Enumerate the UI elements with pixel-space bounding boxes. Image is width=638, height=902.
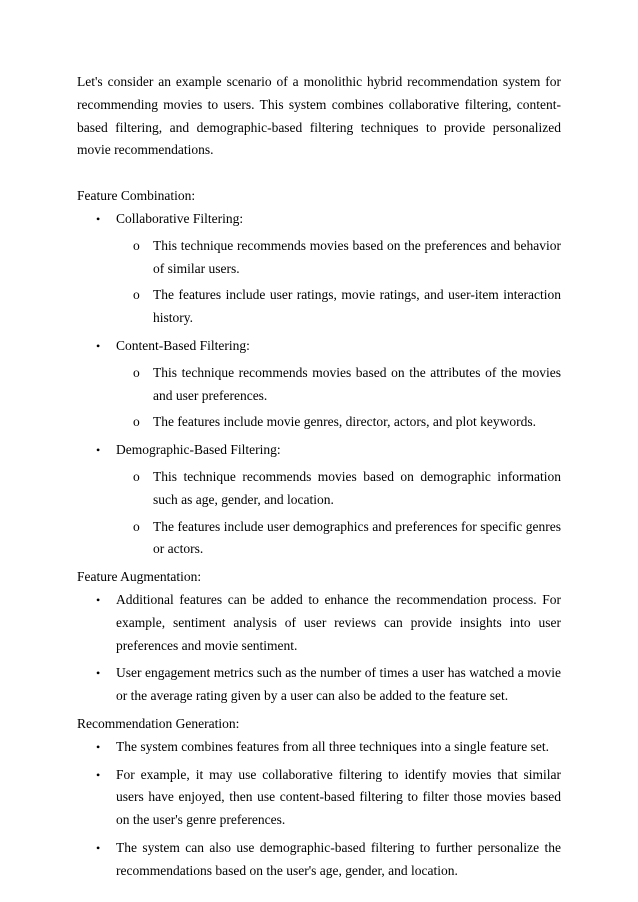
bullet-icon: • — [96, 840, 101, 855]
bullet-icon: • — [96, 592, 101, 607]
list-item — [77, 837, 561, 883]
bullet-icon: • — [96, 211, 101, 226]
bullet-icon: • — [96, 739, 101, 754]
list-item — [77, 589, 561, 657]
sub-bullet-icon: o — [133, 518, 140, 534]
sub-bullet-icon: o — [133, 237, 140, 253]
list-item-label: Collaborative Filtering: — [116, 210, 244, 226]
section-heading-recommendation-generation: Recommendation Generation: — [77, 715, 240, 731]
sub-list — [116, 235, 561, 330]
sub-list-item — [116, 362, 561, 408]
list-item — [77, 736, 561, 759]
sub-list-item — [116, 411, 561, 434]
bullet-icon: • — [96, 338, 101, 353]
sub-list-item — [116, 466, 561, 512]
sub-bullet-icon: o — [133, 468, 140, 484]
sub-list-item — [116, 516, 561, 562]
sub-list-item — [116, 284, 561, 330]
list-item-text: The system combines features from all three techniques into a single feature set. — [116, 738, 549, 754]
document-page — [77, 71, 561, 888]
sub-bullet-icon: o — [133, 414, 140, 430]
list-item-text: The system can also use demographic-based filtering to further personalize the recommendations based on the user's age, gender, and location. — [116, 839, 561, 878]
sub-bullet-icon: o — [133, 364, 140, 380]
section-heading-feature-combination: Feature Combination: — [77, 188, 196, 204]
list-item-label: Demographic-Based Filtering: — [116, 442, 281, 458]
sub-list-item-text: The features include user demographics and preferences for specific genres or actors. — [153, 518, 561, 557]
feature-combination-list — [77, 208, 561, 561]
bullet-icon: • — [96, 767, 101, 782]
list-item-text: Additional features can be added to enhance the recommendation process. For example, sentiment analysis of user reviews can provide insights into user preferences and movie sentiment. — [116, 591, 561, 653]
list-item-demographic-based-filtering — [77, 439, 561, 561]
sub-list-item — [116, 235, 561, 281]
list-item — [77, 662, 561, 708]
paragraph-spacer — [77, 162, 561, 185]
sub-list — [116, 362, 561, 434]
intro-paragraph: Let's consider an example scenario of a monolithic hybrid recommendation system for recommending movies to users. This system combines collaborative filtering, content-based filtering, and demographic-based filtering techniques to provide personalized movie recommendations. — [77, 74, 561, 158]
sub-list-item-text: This technique recommends movies based on the attributes of the movies and user preferences. — [153, 364, 561, 403]
sub-list-item-text: The features include user ratings, movie ratings, and user-item interaction history. — [153, 287, 561, 326]
list-item — [77, 764, 561, 832]
sub-list-item-text: This technique recommends movies based on demographic information such as age, gender, and location. — [153, 468, 561, 507]
feature-augmentation-list — [77, 589, 561, 708]
sub-bullet-icon: o — [133, 287, 140, 303]
list-item-collaborative-filtering — [77, 208, 561, 330]
bullet-icon: • — [96, 443, 101, 458]
list-item-content-based-filtering — [77, 335, 561, 434]
list-item-text: User engagement metrics such as the number of times a user has watched a movie or the average rating given by a user can also be added to the feature set. — [116, 665, 561, 704]
sub-list-item-text: This technique recommends movies based on the preferences and behavior of similar users. — [153, 237, 561, 276]
sub-list-item-text: The features include movie genres, director, actors, and plot keywords. — [153, 414, 536, 430]
bullet-icon: • — [96, 666, 101, 681]
recommendation-generation-list — [77, 736, 561, 883]
sub-list — [116, 466, 561, 561]
section-heading-feature-augmentation: Feature Augmentation: — [77, 569, 202, 585]
list-item-label: Content-Based Filtering: — [116, 337, 250, 353]
list-item-text: For example, it may use collaborative filtering to identify movies that similar users have enjoyed, then use content-based filtering to filter those movies based on the user's genre preferences. — [116, 766, 561, 828]
